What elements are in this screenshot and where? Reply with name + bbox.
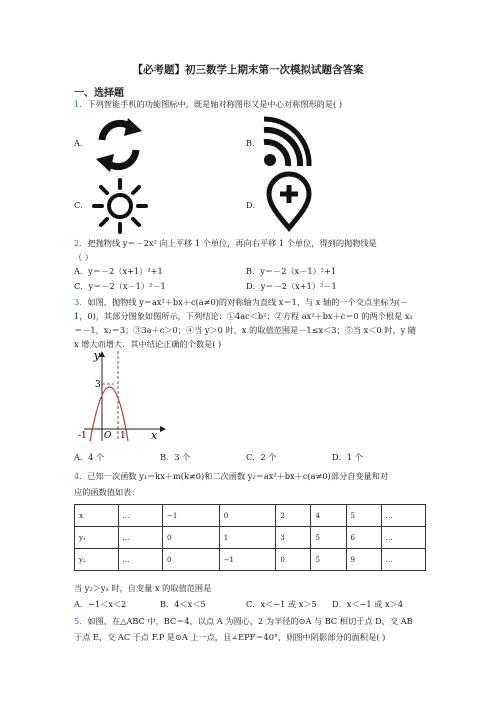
question-5 bbox=[74, 616, 413, 626]
question-text-line: 当 y₂＞y₁ 时，自变量 x 的取值范围是 bbox=[74, 583, 212, 593]
table-cell: … bbox=[381, 549, 425, 571]
table-cell: 0 bbox=[219, 505, 276, 527]
question-text: 如图，在△ABC 中，BC＝4，以点 A 为圆心，2 为半径的⊙A 与 BC 相切于点 D，交 AB bbox=[87, 616, 413, 626]
function-value-table bbox=[74, 504, 426, 571]
tick-label-neg1: -1 bbox=[78, 431, 87, 441]
option-b: B．4＜x＜5 bbox=[160, 599, 206, 609]
table-row bbox=[75, 549, 426, 571]
page-title: 【必考题】初三数学上期末第一次模拟试题含答案 bbox=[132, 64, 364, 76]
y-axis-label: y bbox=[93, 349, 100, 362]
option-c-label: C． bbox=[74, 200, 89, 210]
question-4 bbox=[74, 471, 388, 481]
table-cell: 2 bbox=[276, 505, 311, 527]
table-cell: … bbox=[381, 505, 425, 527]
table-cell: 6 bbox=[346, 527, 381, 549]
option-b-label: B． bbox=[246, 138, 261, 148]
question-text-line: 应的函数值如表： bbox=[74, 487, 140, 497]
option-a: A．y＝－2（x+1）²+1 bbox=[74, 266, 163, 276]
question-text-line: 于点 E，交 AC 于点 F.P 是⊙A 上一点，且∠EPF＝40°，则图中阴影部分的面积是( ) bbox=[74, 632, 386, 642]
wifi-signal-icon bbox=[262, 118, 310, 168]
option-d: D．1 个 bbox=[332, 452, 363, 462]
table-cell: 5 bbox=[311, 527, 346, 549]
tick-label-1: 1 bbox=[120, 431, 126, 441]
option-d: D．x＜−1 或 x＞4 bbox=[332, 599, 404, 609]
parabola-graph bbox=[80, 349, 170, 443]
question-text-line: ＝－1，x₂＝3；③3a＋c＞0；④当 y＞0 时，x 的取值范围是－1≤x＜3；⑤当 x＜0 时，y 随 bbox=[74, 325, 417, 335]
option-d-label: D． bbox=[246, 200, 261, 210]
table-cell: 1 bbox=[219, 527, 276, 549]
table-cell: x bbox=[75, 505, 119, 527]
question-text: 下列智能手机的功能图标中，既是轴对称图形又是中心对称图形的是( ) bbox=[87, 99, 343, 109]
tick-label-3: 3 bbox=[95, 380, 101, 390]
refresh-arrows-icon bbox=[90, 118, 148, 172]
table-cell: 4 bbox=[311, 505, 346, 527]
question-1 bbox=[74, 99, 342, 109]
section-heading: 一、选择题 bbox=[74, 88, 124, 99]
table-cell: … bbox=[118, 505, 162, 527]
question-2 bbox=[74, 238, 377, 248]
option-b: B．y＝－2（x－1）²+1 bbox=[246, 266, 337, 276]
sun-icon bbox=[92, 178, 148, 234]
question-text: 把抛物线 y＝－2x² 向上平移 1 个单位，再向右平移 1 个单位，得到的抛物线是 bbox=[87, 238, 377, 248]
option-d: D．y＝－2（x+1）²－1 bbox=[246, 281, 337, 291]
table-cell: 0 bbox=[162, 549, 219, 571]
table-cell: 5 bbox=[346, 505, 381, 527]
question-number: 4． bbox=[74, 471, 88, 481]
question-number: 3． bbox=[74, 297, 88, 307]
table-cell: 3 bbox=[276, 527, 311, 549]
question-number: 5． bbox=[74, 616, 88, 626]
table-row bbox=[75, 527, 426, 549]
question-text-line: x 增大而增大．其中结论正确的个数是( ) bbox=[74, 339, 222, 349]
option-a: A．−1＜x＜2 bbox=[74, 599, 127, 609]
x-axis-label: x bbox=[151, 429, 158, 442]
origin-label: O bbox=[104, 431, 112, 441]
answer-paren: （ ） bbox=[74, 252, 93, 262]
option-c: C．x＜−1 或 x＞5 bbox=[246, 599, 317, 609]
table-cell: … bbox=[381, 527, 425, 549]
table-cell: −1 bbox=[162, 505, 219, 527]
question-number: 2． bbox=[74, 238, 88, 248]
table-cell: y₂ bbox=[75, 549, 119, 571]
table-cell: y₁ bbox=[75, 527, 119, 549]
option-b: B．3 个 bbox=[160, 452, 191, 462]
table-row bbox=[75, 505, 426, 527]
option-c: C．2 个 bbox=[246, 452, 277, 462]
question-text: 如图，抛物线 y＝ax²＋bx＋c(a≠0)的对称轴为直线 x＝1，与 x 轴的一个交点坐标为(－ bbox=[87, 297, 409, 307]
option-c: C．y＝－2（x－1）²－1 bbox=[74, 281, 166, 291]
option-a-label: A． bbox=[74, 138, 89, 148]
question-text-line: 1，0)，其部分图象如图所示，下列结论：①4ac＜b²；②方程 ax²＋bx＋c＝0 的两个根是 x₁ bbox=[74, 311, 413, 321]
table-cell: 0 bbox=[162, 527, 219, 549]
location-pin-plus-icon bbox=[266, 172, 312, 230]
table-cell: 5 bbox=[311, 549, 346, 571]
table-cell: … bbox=[118, 527, 162, 549]
table-cell: −1 bbox=[219, 549, 276, 571]
question-text: 已知一次函数 y₁＝kx＋m(k≠0)和二次函数 y₂＝ax²＋bx＋c(a≠0)部分自变量和对 bbox=[87, 471, 389, 481]
table-cell: … bbox=[118, 549, 162, 571]
question-number: 1． bbox=[74, 99, 88, 109]
table-cell: 9 bbox=[346, 549, 381, 571]
table-cell: 0 bbox=[276, 549, 311, 571]
question-3 bbox=[74, 297, 408, 307]
option-a: A．4 个 bbox=[74, 452, 105, 462]
